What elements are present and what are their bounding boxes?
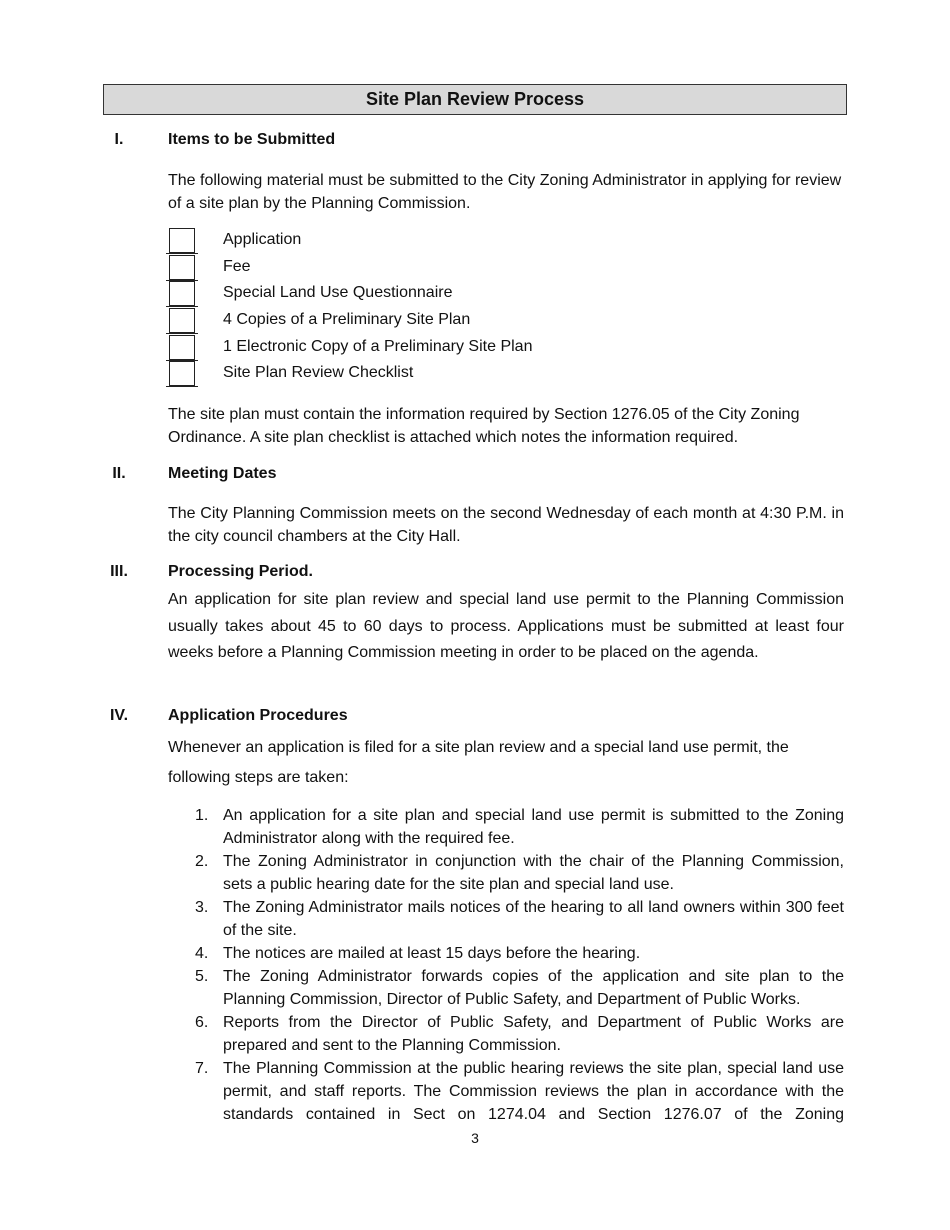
procedure-step [190,804,844,850]
step-number: 3. [195,899,209,916]
checklist-item [168,308,668,335]
section-body: The City Planning Commission meets on the second Wednesday of each month at 4:30 P.M. in the city council chambers at the City Hall. [168,505,844,545]
procedure-step [190,1011,844,1057]
checklist-label: 4 Copies of a Preliminary Site Plan [223,311,471,329]
step-number: 7. [195,1060,209,1077]
step-text: The Zoning Administrator in conjunction with the chair of the Planning Commission, sets a public hearing date for the site plan and special land use. [223,853,844,893]
step-text: Reports from the Director of Public Safety, and Department of Public Works are prepared and sent to the Planning Commission. [223,1014,844,1054]
checkbox[interactable] [169,255,195,280]
section-number: IV. [109,707,129,724]
section-number: III. [110,563,128,580]
section-outro: The site plan must contain the information required by Section 1276.05 of the City Zoning Ordinance. A site plan checklist is attached which notes the information required. [168,406,800,446]
section-body: An application for site plan review and special land use permit to the Planning Commission usually takes about 45 to 60 days to process. Applications must be submitted at least four weeks before a Planning Commission meeting in order to be placed on the agenda. [168,591,844,661]
page-title: Site Plan Review Process [103,84,847,115]
step-text: The Zoning Administrator mails notices of the hearing to all land owners within 300 feet of the site. [223,899,844,939]
section-title: Processing Period. [168,563,313,580]
checklist-label: Site Plan Review Checklist [223,364,414,382]
step-number: 1. [195,807,209,824]
checkbox[interactable] [169,335,195,360]
procedure-step [190,1057,844,1126]
checklist-label: Fee [223,257,251,275]
checklist-item [168,255,668,282]
section-title: Items to be Submitted [168,131,336,148]
procedure-step [190,896,844,942]
step-text: The Planning Commission at the public hearing reviews the site plan, special land use permit, and staff reports. The Commission reviews the plan in accordance with the standards contained in Sect on 1274.04 and Section 1276.07 of the Zoning [223,1060,844,1123]
checklist-item [168,361,668,388]
step-text: The Zoning Administrator forwards copies of the application and site plan to the Planning Commission, Director of Public Safety, and Department of Public Works. [223,968,844,1008]
section-title: Meeting Dates [168,465,277,482]
procedure-step [190,850,844,896]
procedure-step [190,942,844,965]
step-number: 2. [195,853,209,870]
step-number: 6. [195,1014,209,1031]
step-text: The notices are mailed at least 15 days before the hearing. [223,945,641,962]
checklist-item [168,335,668,362]
step-text: An application for a site plan and special land use permit is submitted to the Zoning Administrator along with the required fee. [223,807,844,847]
checklist-item [168,281,668,308]
checklist-label: Special Land Use Questionnaire [223,284,453,302]
section-intro: The following material must be submitted to the City Zoning Administrator in applying for review of a site plan by the Planning Commission. [168,172,842,212]
checklist-label: 1 Electronic Copy of a Preliminary Site Plan [223,337,533,355]
submission-checklist [168,228,668,388]
checklist-label: Application [223,231,302,248]
procedure-steps [190,804,844,1126]
section-title: Application Procedures [168,707,348,724]
checkbox[interactable] [169,228,195,253]
step-number: 5. [195,968,209,985]
procedure-step [190,965,844,1011]
step-number: 4. [195,945,209,962]
checkbox[interactable] [169,361,195,386]
page-number: 3 [471,1130,479,1146]
checkbox[interactable] [169,281,195,306]
checkbox[interactable] [169,308,195,333]
section-body: Whenever an application is filed for a site plan review and a special land use permit, the following steps are taken: [168,739,789,786]
checklist-item [168,228,668,255]
section-number: II. [112,465,126,482]
section-number: I. [114,131,124,148]
